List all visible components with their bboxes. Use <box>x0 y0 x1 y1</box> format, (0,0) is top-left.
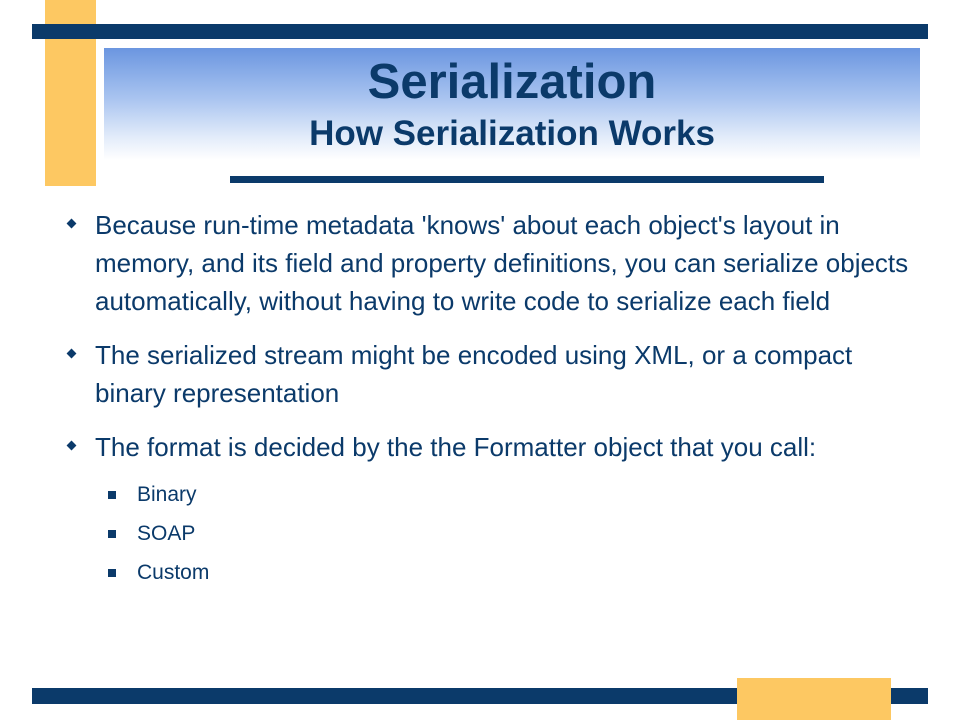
sub-bullet-text: Binary <box>137 483 197 506</box>
sub-bullet-item <box>64 480 914 510</box>
slide-subtitle: How Serialization Works <box>309 114 715 153</box>
bullet-text: Because run-time metadata 'knows' about each object's layout in memory, and its field and property definitions, you can serialize objects automatically, without having to write code to serialize each field <box>95 210 909 316</box>
slide-title: Serialization <box>367 55 657 109</box>
title-underline-rule <box>230 176 824 183</box>
diamond-bullet-icon <box>67 441 77 451</box>
sub-bullet-item <box>64 558 914 588</box>
sub-bullet-text: Custom <box>137 561 210 584</box>
square-bullet-icon <box>108 569 116 577</box>
sub-bullet-item <box>64 519 914 549</box>
square-bullet-icon <box>108 491 116 499</box>
sub-bullet-text: SOAP <box>137 522 196 545</box>
slide-body <box>64 206 914 597</box>
bullet-item <box>64 428 914 466</box>
sub-bullet-list <box>64 480 914 588</box>
diamond-bullet-icon <box>67 349 77 359</box>
navy-stripe-top <box>32 24 928 39</box>
gold-accent-bar-bottom <box>737 678 891 720</box>
square-bullet-icon <box>108 530 116 538</box>
bullet-item <box>64 336 914 412</box>
bullet-text: The format is decided by the the Formatter object that you call: <box>95 432 817 462</box>
diamond-bullet-icon <box>67 219 77 229</box>
bullet-text: The serialized stream might be encoded using XML, or a compact binary representation <box>95 340 853 408</box>
bullet-item <box>64 206 914 320</box>
